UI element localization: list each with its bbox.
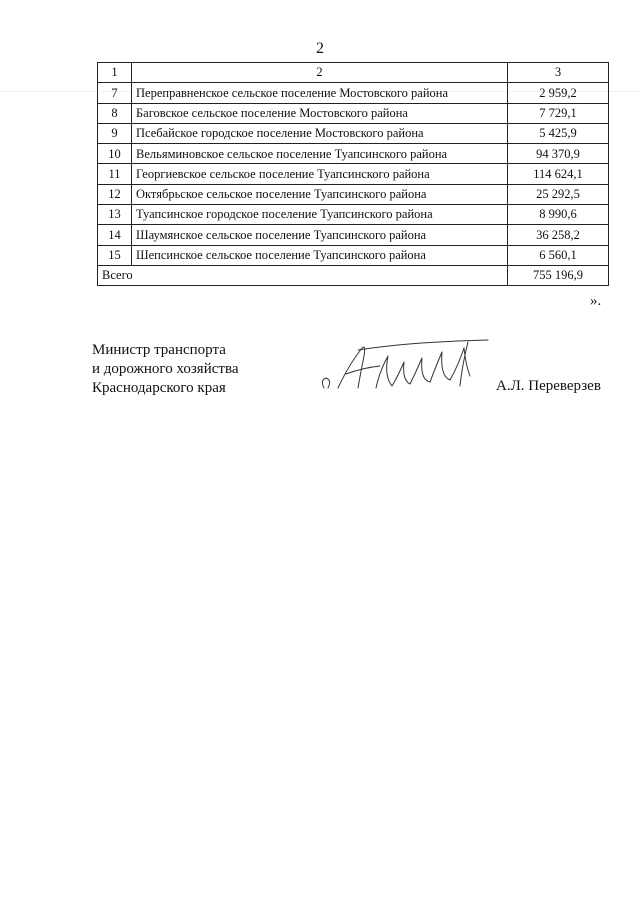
table-row [98,205,609,225]
row-settlement: Вельяминовское сельское поселение Туапсинского района [132,144,508,164]
header-col-3: 3 [508,63,609,83]
table-row [98,83,609,103]
table-row [98,225,609,245]
row-amount: 6 560,1 [508,245,609,265]
signatory-title-line: Краснодарского края [92,380,226,396]
row-number: 8 [98,103,132,123]
row-number: 12 [98,184,132,204]
table-row [98,184,609,204]
row-settlement: Псебайское городское поселение Мостовского района [132,123,508,143]
table-total-row [98,265,609,285]
row-amount: 7 729,1 [508,103,609,123]
header-col-2: 2 [132,63,508,83]
row-settlement: Шаумянское сельское поселение Туапсинского района [132,225,508,245]
row-amount: 8 990,6 [508,205,609,225]
total-label: Всего [98,265,508,285]
row-number: 14 [98,225,132,245]
row-amount: 36 258,2 [508,225,609,245]
row-settlement: Георгиевское сельское поселение Туапсинского района [132,164,508,184]
page-number: 2 [316,40,324,57]
row-number: 7 [98,83,132,103]
signatory-title-line: и дорожного хозяйства [92,361,239,377]
handwritten-signature [318,336,500,400]
table-row [98,245,609,265]
row-settlement: Баговское сельское поселение Мостовского района [132,103,508,123]
signatory-title [92,341,239,398]
row-number: 15 [98,245,132,265]
table-row [98,123,609,143]
row-number: 13 [98,205,132,225]
row-amount: 5 425,9 [508,123,609,143]
row-amount: 94 370,9 [508,144,609,164]
table-row [98,103,609,123]
row-number: 10 [98,144,132,164]
table-header-row [98,63,609,83]
total-amount: 755 196,9 [508,265,609,285]
row-settlement: Туапсинское городское поселение Туапсинского района [132,205,508,225]
row-amount: 25 292,5 [508,184,609,204]
row-settlement: Октябрьское сельское поселение Туапсинского района [132,184,508,204]
signatory-title-line: Министр транспорта [92,342,226,358]
header-col-1: 1 [98,63,132,83]
closing-quote: ». [590,293,602,309]
row-settlement: Переправненское сельское поселение Мостовского района [132,83,508,103]
row-number: 9 [98,123,132,143]
table-row [98,164,609,184]
row-amount: 2 959,2 [508,83,609,103]
table-row [98,144,609,164]
row-settlement: Шепсинское сельское поселение Туапсинского района [132,245,508,265]
row-amount: 114 624,1 [508,164,609,184]
allocation-table [97,62,609,286]
row-number: 11 [98,164,132,184]
signer-name: А.Л. Переверзев [496,378,601,394]
